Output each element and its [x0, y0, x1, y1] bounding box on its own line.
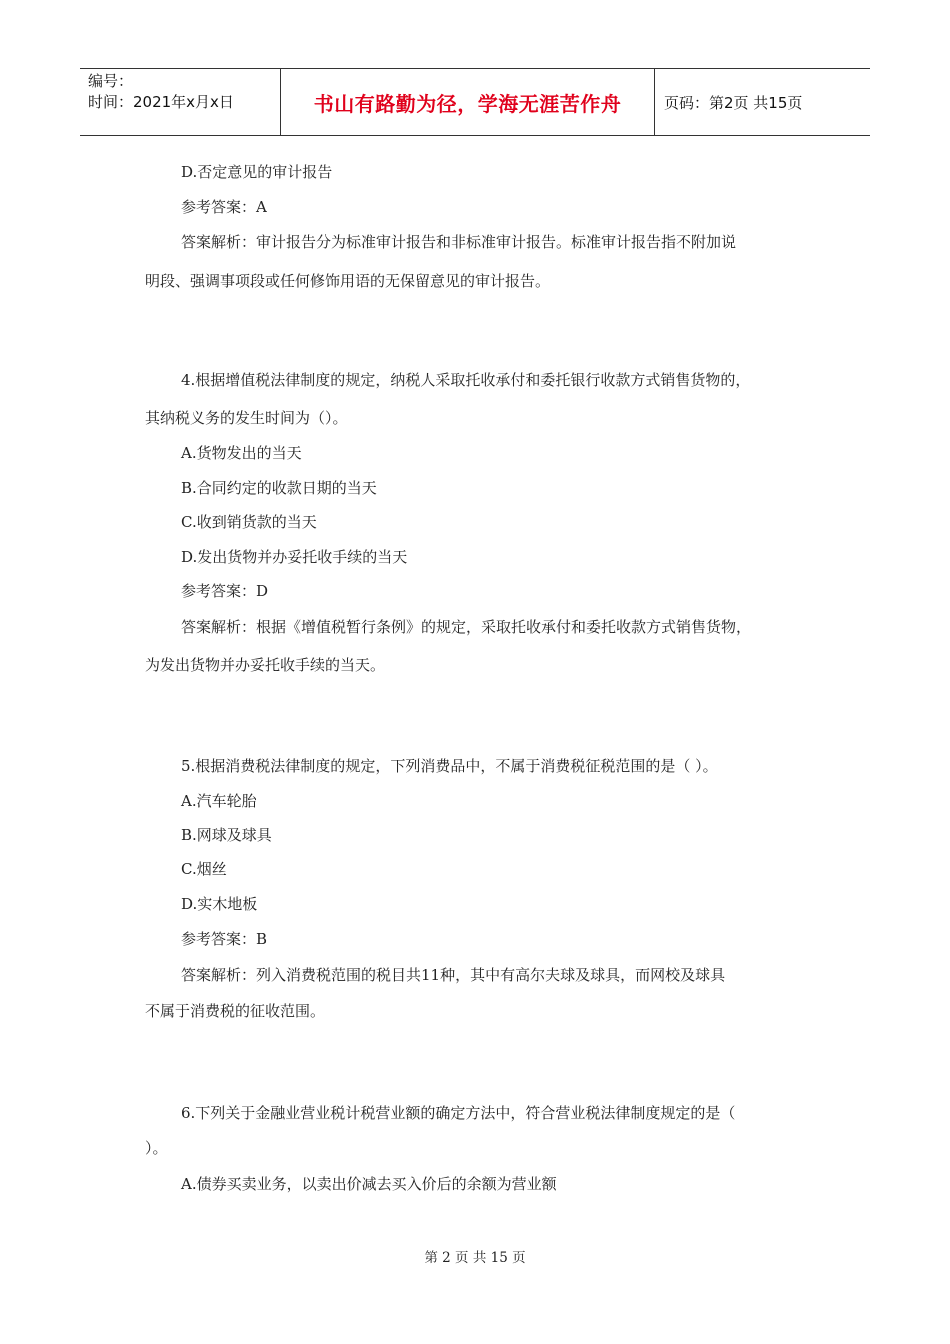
question-4-line1: 4.根据增值税法律制度的规定，纳税人采取托收承付和委托银行收款方式销售货物的，: [181, 371, 751, 389]
header-motto: 书山有路勤为径，学海无涯苦作舟: [313, 91, 622, 116]
option-d-q4: D.发出货物并办妥托收手续的当天: [181, 548, 408, 566]
header-page-info: 页码：第2页 共15页: [664, 93, 803, 112]
explanation-q3-line2: 明段、强调事项段或任何修饰用语的无保留意见的审计报告。: [145, 272, 551, 290]
answer-q5: 参考答案：B: [181, 930, 268, 948]
question-6-line2: ）。: [145, 1139, 168, 1157]
explanation-q3-line1: 答案解析：审计报告分为标准审计报告和非标准审计报告。标准审计报告指不附加说: [181, 233, 737, 251]
option-b-q4: B.合同约定的收款日期的当天: [181, 479, 377, 497]
header-motto-cell: [281, 69, 655, 135]
option-a-q5: A.汽车轮胎: [181, 792, 257, 810]
document-header: [80, 68, 870, 136]
option-a-q4: A.货物发出的当天: [181, 444, 302, 462]
document-time-label: 时间：2021年x月x日: [88, 93, 234, 111]
page-footer: 第 2 页 共 15 页: [424, 1250, 526, 1266]
option-d-q5: D.实木地板: [181, 895, 258, 913]
explanation-q4-line1: 答案解析：根据《增值税暂行条例》的规定，采取托收承付和委托收款方式销售货物，: [181, 618, 752, 636]
explanation-q5-line1: 答案解析：列入消费税范围的税目共11种，其中有高尔夫球及球具，而网校及球具: [181, 966, 726, 984]
explanation-q5-line2: 不属于消费税的征收范围。: [145, 1002, 326, 1020]
option-c-q5: C.烟丝: [181, 860, 227, 878]
question-6-line1: 6.下列关于金融业营业税计税营业额的确定方法中，符合营业税法律制度规定的是（: [181, 1104, 736, 1122]
question-4-line2: 其纳税义务的发生时间为（）。: [145, 409, 348, 427]
option-c-q4: C.收到销货款的当天: [181, 513, 317, 531]
option-a-q6: A.债券买卖业务，以卖出价减去买入价后的余额为营业额: [181, 1175, 557, 1193]
option-d-q3: D.否定意见的审计报告: [181, 163, 333, 181]
option-b-q5: B.网球及球具: [181, 826, 272, 844]
question-5: 5.根据消费税法律制度的规定，下列消费品中，不属于消费税征税范围的是（ ）。: [181, 757, 718, 775]
header-meta-cell: [80, 69, 281, 135]
answer-q4: 参考答案：D: [181, 582, 269, 600]
document-number-label: 编号：: [88, 72, 134, 90]
explanation-q4-line2: 为发出货物并办妥托收手续的当天。: [145, 656, 386, 674]
answer-q3: 参考答案：A: [181, 198, 267, 216]
header-page-cell: [655, 69, 870, 135]
